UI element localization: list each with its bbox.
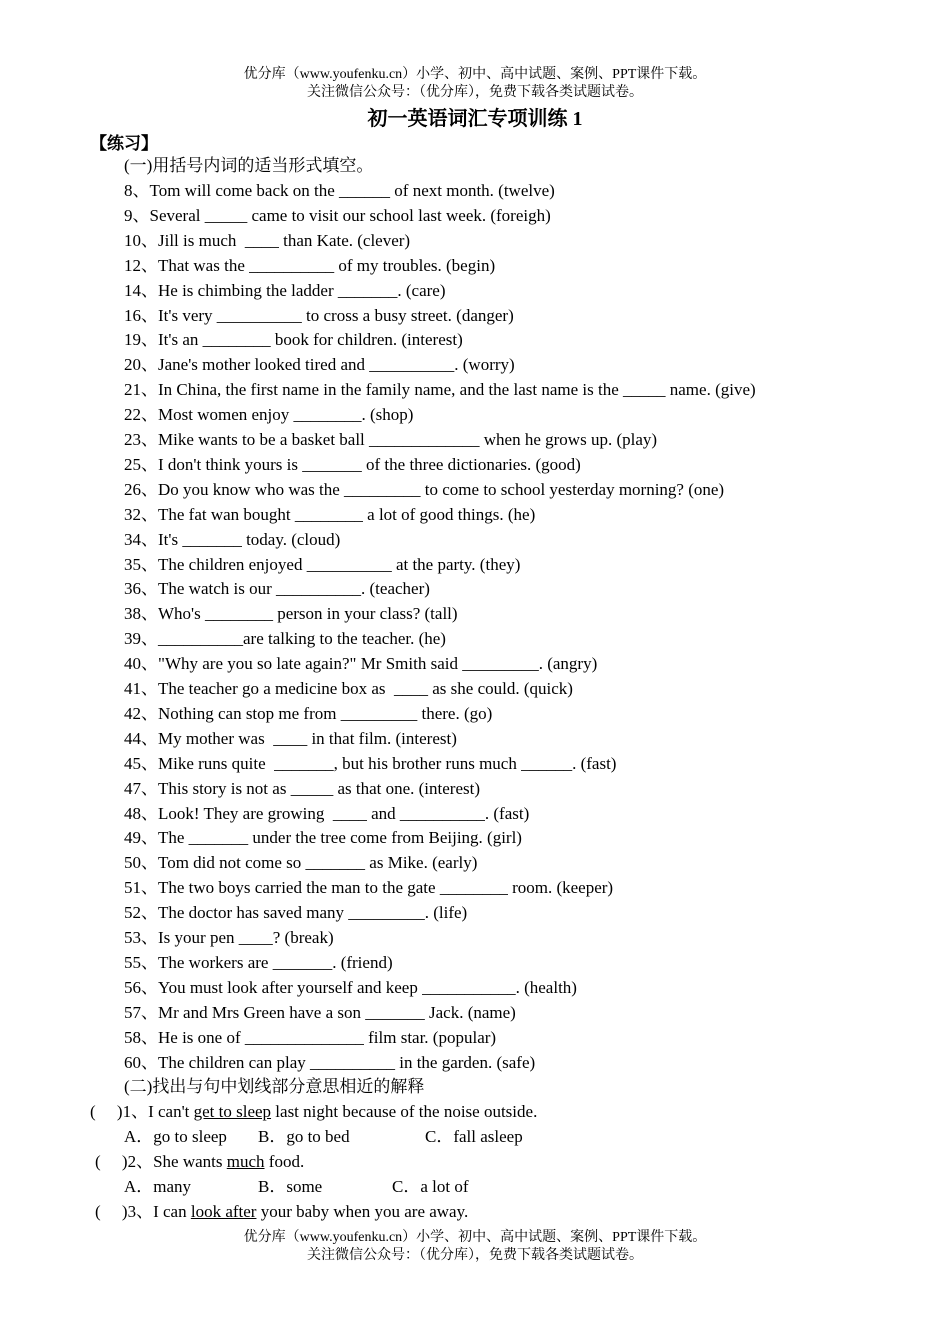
fill-blank-item: 26、Do you know who was the _________ to come to school yesterday morning? (one): [124, 479, 725, 499]
fill-blank-item: 36、The watch is our __________. (teacher): [124, 579, 430, 599]
fill-blank-item: 39、__________are talking to the teacher. (he): [124, 629, 446, 649]
q1-option-c: C．fall asleep: [425, 1127, 523, 1146]
fill-blank-item: 23、Mike wants to be a basket ball _____________ when he grows up. (play): [124, 430, 658, 449]
fill-blank-item: 34、It's _______ today. (cloud): [124, 529, 341, 549]
question-1: ( )1、I can't get to sleep last night because of the noise outside.: [90, 1102, 538, 1121]
fill-blank-item: 49、The _______ under the tree come from Beijing. (girl): [124, 828, 522, 848]
fill-blank-item: 19、It's an ________ book for children. (interest): [124, 330, 463, 350]
fill-blank-item: 55、The workers are _______. (friend): [124, 952, 393, 972]
fill-blank-item: 32、The fat wan bought ________ a lot of good things. (he): [124, 504, 536, 524]
fill-blank-item: 57、Mr and Mrs Green have a son _______ Jack. (name): [124, 1002, 516, 1022]
fill-blank-item: 8、Tom will come back on the ______ of next month. (twelve): [124, 181, 555, 200]
fill-blank-item: 52、The doctor has saved many _________. (life): [124, 903, 468, 923]
underlined-phrase: get to sleep: [193, 1102, 272, 1121]
q2-option-b: B．some: [258, 1177, 323, 1196]
fill-blank-item: 58、He is one of ______________ film star. (popular): [124, 1027, 497, 1047]
q1-option-b: B．go to bed: [258, 1127, 350, 1146]
answer-paren[interactable]: ( ): [95, 1202, 128, 1221]
underlined-phrase: look after: [190, 1202, 257, 1221]
fill-blank-item: 16、It's very __________ to cross a busy street. (danger): [124, 305, 514, 325]
fill-blank-item: 12、That was the __________ of my troubles. (begin): [124, 255, 496, 275]
answer-paren[interactable]: ( ): [95, 1152, 128, 1171]
fill-blank-item: 51、The two boys carried the man to the gate ________ room. (keeper): [124, 878, 614, 898]
fill-blank-item: 41、The teacher go a medicine box as ____ as she could. (quick): [124, 679, 573, 698]
fill-blank-item: 47、This story is not as _____ as that one. (interest): [124, 778, 481, 798]
fill-blank-item: 50、Tom did not come so _______ as Mike. (early): [124, 853, 478, 873]
fill-blank-item: 44、My mother was ____ in that film. (interest): [124, 728, 457, 748]
fill-blank-item: 22、Most women enjoy ________. (shop): [124, 405, 414, 425]
fill-blank-item: 40、"Why are you so late again?" Mr Smith said _________. (angry): [124, 654, 598, 674]
q2-option-a: A．many: [124, 1177, 192, 1196]
header-line-1: 优分库（www.youfenku.cn）小学、初中、高中试题、案例、PPT课件下载。: [243, 67, 707, 82]
footer-line-2: 关注微信公众号：（优分库），免费下载各类试题试卷。: [307, 1248, 643, 1263]
fill-blank-item: 21、In China, the first name in the family name, and the last name is the _____ name. (give): [124, 380, 756, 400]
page-title: 初一英语词汇专项训练 1: [367, 108, 583, 130]
fill-blank-item: 53、Is your pen ____? (break): [124, 928, 334, 947]
page-footer: [0, 1229, 950, 1265]
answer-paren[interactable]: ( ): [90, 1102, 123, 1121]
part1-instruction: (一)用括号内词的适当形式填空。: [124, 156, 374, 175]
fill-blank-item: 45、Mike runs quite _______, but his brother runs much ______. (fast): [124, 753, 617, 773]
page-header: [0, 66, 950, 102]
fill-blank-item: 42、Nothing can stop me from _________ there. (go): [124, 703, 493, 723]
fill-blank-item: 56、You must look after yourself and keep ___________. (health): [124, 977, 577, 997]
header-line-2: 关注微信公众号：（优分库），免费下载各类试题试卷。: [307, 85, 643, 100]
fill-blank-item: 14、He is chimbing the ladder _______. (care): [124, 280, 446, 300]
underlined-phrase: much: [226, 1152, 265, 1171]
footer-line-1: 优分库（www.youfenku.cn）小学、初中、高中试题、案例、PPT课件下载。: [243, 1230, 707, 1245]
q1-option-a: A．go to sleep: [124, 1127, 227, 1146]
fill-blank-item: 25、I don't think yours is _______ of the three dictionaries. (good): [124, 454, 581, 474]
fill-blank-item: 35、The children enjoyed __________ at the party. (they): [124, 554, 521, 574]
section-label: 【练习】: [90, 134, 158, 153]
fill-blank-item: 60、The children can play __________ in the garden. (safe): [124, 1052, 536, 1072]
fill-blank-item: 10、Jill is much ____ than Kate. (clever): [124, 230, 411, 250]
fill-blank-item: 20、Jane's mother looked tired and __________. (worry): [124, 355, 515, 375]
q2-option-c: C．a lot of: [392, 1177, 469, 1196]
question-2: ( )2、She wants much food.: [95, 1152, 305, 1171]
fill-blank-item: 48、Look! They are growing ____ and __________. (fast): [124, 803, 530, 823]
part2-instruction: (二)找出与句中划线部分意思相近的解释: [124, 1077, 425, 1096]
fill-blank-item: 38、Who's ________ person in your class? (tall): [124, 604, 458, 624]
fill-blank-item: 9、Several _____ came to visit our school last week. (foreigh): [124, 205, 551, 225]
question-3: ( )3、I can look after your baby when you are away.: [95, 1202, 469, 1221]
